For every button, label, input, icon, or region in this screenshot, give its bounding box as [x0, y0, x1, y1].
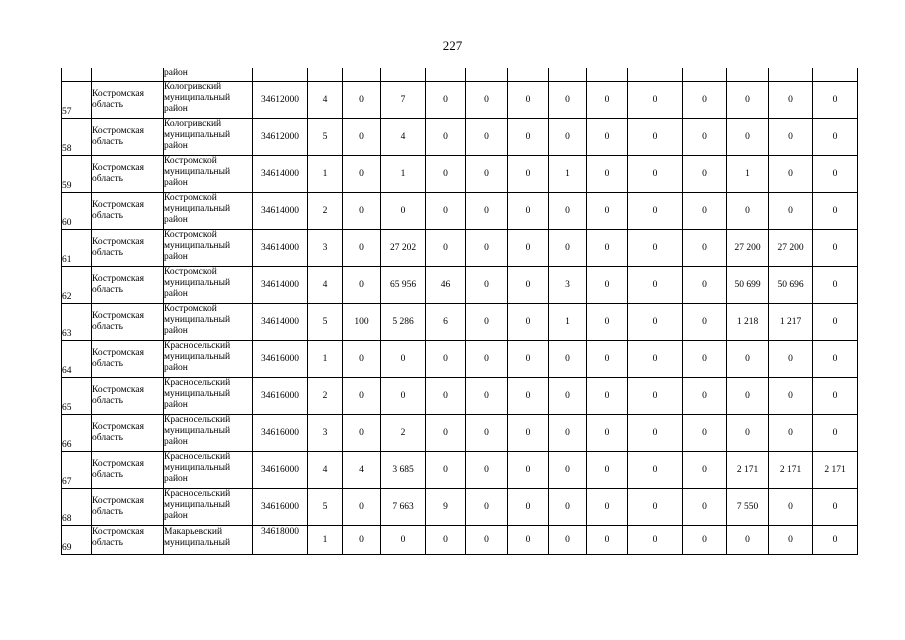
district-cell: Красносельский муниципальный район	[164, 415, 253, 452]
value-cell: 0	[381, 341, 426, 378]
value-cell: 0	[426, 119, 466, 156]
code-cell: 34616000	[253, 415, 308, 452]
value-cell: 0	[587, 304, 628, 341]
value-cell: 0	[587, 119, 628, 156]
code-cell: 34614000	[253, 193, 308, 230]
table-row	[62, 341, 858, 378]
value-cell: 0	[381, 526, 426, 555]
value-cell: 0	[549, 341, 587, 378]
value-cell: 0	[813, 378, 858, 415]
row-number-cell: 62	[62, 267, 92, 304]
code-cell: 34616000	[253, 452, 308, 489]
code-cell: 34614000	[253, 230, 308, 267]
value-cell: 0	[508, 526, 549, 555]
value-cell: 5	[308, 304, 343, 341]
value-cell: 1 218	[727, 304, 769, 341]
value-cell	[727, 68, 769, 82]
value-cell: 0	[683, 82, 727, 119]
region-cell: Костромская область	[92, 82, 164, 119]
code-cell: 34612000	[253, 119, 308, 156]
value-cell: 0	[628, 82, 683, 119]
value-cell: 0	[549, 193, 587, 230]
value-cell: 0	[683, 489, 727, 526]
region-cell: Костромская область	[92, 341, 164, 378]
value-cell: 0	[813, 193, 858, 230]
value-cell: 0	[343, 230, 381, 267]
row-number-cell: 60	[62, 193, 92, 230]
value-cell: 0	[813, 230, 858, 267]
value-cell: 5 286	[381, 304, 426, 341]
value-cell: 4	[308, 267, 343, 304]
value-cell: 0	[683, 341, 727, 378]
value-cell: 0	[683, 526, 727, 555]
value-cell: 0	[587, 193, 628, 230]
value-cell: 0	[769, 526, 813, 555]
value-cell: 0	[508, 304, 549, 341]
row-number-cell: 59	[62, 156, 92, 193]
value-cell: 0	[727, 415, 769, 452]
row-number-cell: 61	[62, 230, 92, 267]
table-row	[62, 156, 858, 193]
value-cell: 0	[549, 452, 587, 489]
value-cell: 0	[628, 341, 683, 378]
value-cell: 0	[769, 193, 813, 230]
region-cell: Костромская область	[92, 267, 164, 304]
value-cell: 50 696	[769, 267, 813, 304]
value-cell: 0	[508, 156, 549, 193]
value-cell: 0	[508, 230, 549, 267]
row-number-cell: 66	[62, 415, 92, 452]
value-cell: 1	[549, 156, 587, 193]
value-cell: 0	[549, 378, 587, 415]
value-cell: 0	[508, 267, 549, 304]
value-cell: 0	[628, 489, 683, 526]
value-cell: 0	[628, 193, 683, 230]
value-cell: 0	[813, 304, 858, 341]
value-cell: 0	[343, 193, 381, 230]
value-cell: 4	[381, 119, 426, 156]
value-cell: 0	[343, 378, 381, 415]
value-cell: 0	[769, 119, 813, 156]
value-cell: 0	[813, 526, 858, 555]
value-cell	[813, 68, 858, 82]
value-cell: 0	[813, 415, 858, 452]
value-cell	[683, 68, 727, 82]
value-cell: 0	[381, 193, 426, 230]
value-cell: 0	[549, 82, 587, 119]
value-cell: 0	[426, 378, 466, 415]
value-cell: 2 171	[813, 452, 858, 489]
value-cell: 0	[426, 156, 466, 193]
value-cell: 0	[549, 230, 587, 267]
value-cell: 7	[381, 82, 426, 119]
value-cell: 0	[628, 156, 683, 193]
value-cell: 7 663	[381, 489, 426, 526]
code-cell: 34616000	[253, 341, 308, 378]
value-cell: 0	[727, 378, 769, 415]
row-number-cell: 68	[62, 489, 92, 526]
value-cell: 3 685	[381, 452, 426, 489]
value-cell: 0	[549, 119, 587, 156]
value-cell: 1	[308, 526, 343, 555]
district-cell: Красносельский муниципальный район	[164, 452, 253, 489]
district-cell: Костромской муниципальный район	[164, 156, 253, 193]
value-cell: 0	[813, 82, 858, 119]
value-cell	[508, 68, 549, 82]
value-cell: 0	[343, 341, 381, 378]
value-cell: 0	[628, 267, 683, 304]
value-cell: 0	[587, 341, 628, 378]
value-cell: 0	[813, 341, 858, 378]
value-cell: 0	[683, 119, 727, 156]
value-cell: 0	[769, 341, 813, 378]
value-cell: 0	[587, 378, 628, 415]
region-cell: Костромская область	[92, 230, 164, 267]
region-cell: Костромская область	[92, 304, 164, 341]
value-cell: 4	[308, 82, 343, 119]
value-cell: 0	[769, 415, 813, 452]
value-cell: 2	[308, 193, 343, 230]
value-cell: 0	[813, 267, 858, 304]
value-cell: 0	[683, 193, 727, 230]
value-cell: 1 217	[769, 304, 813, 341]
value-cell: 0	[549, 526, 587, 555]
region-cell: Костромская область	[92, 378, 164, 415]
region-cell	[92, 68, 164, 82]
value-cell: 0	[508, 193, 549, 230]
value-cell: 0	[727, 526, 769, 555]
district-cell: Костромской муниципальный район	[164, 193, 253, 230]
value-cell: 2	[381, 415, 426, 452]
value-cell: 0	[426, 415, 466, 452]
value-cell	[628, 68, 683, 82]
value-cell: 5	[308, 489, 343, 526]
value-cell: 27 200	[727, 230, 769, 267]
value-cell: 0	[466, 193, 508, 230]
value-cell: 0	[628, 526, 683, 555]
code-cell: 34618000	[253, 526, 308, 555]
value-cell: 0	[769, 378, 813, 415]
table-row	[62, 378, 858, 415]
row-number-cell: 69	[62, 526, 92, 555]
table-row	[62, 230, 858, 267]
value-cell: 0	[769, 489, 813, 526]
value-cell	[343, 68, 381, 82]
value-cell: 0	[508, 378, 549, 415]
value-cell	[466, 68, 508, 82]
table-row	[62, 489, 858, 526]
row-number-cell: 65	[62, 378, 92, 415]
value-cell: 0	[587, 415, 628, 452]
value-cell: 2 171	[769, 452, 813, 489]
district-cell: район	[164, 68, 253, 82]
value-cell: 50 699	[727, 267, 769, 304]
value-cell: 0	[343, 489, 381, 526]
code-cell: 34614000	[253, 156, 308, 193]
value-cell	[308, 68, 343, 82]
value-cell: 0	[683, 452, 727, 489]
row-number-cell: 63	[62, 304, 92, 341]
value-cell: 4	[308, 452, 343, 489]
value-cell: 100	[343, 304, 381, 341]
value-cell: 0	[466, 415, 508, 452]
district-cell: Красносельский муниципальный район	[164, 489, 253, 526]
code-cell: 34614000	[253, 304, 308, 341]
value-cell: 3	[308, 415, 343, 452]
value-cell: 0	[587, 156, 628, 193]
value-cell: 0	[683, 415, 727, 452]
value-cell: 0	[466, 489, 508, 526]
value-cell: 0	[727, 193, 769, 230]
value-cell: 0	[466, 119, 508, 156]
district-cell: Кологривский муниципальный район	[164, 119, 253, 156]
value-cell: 0	[508, 82, 549, 119]
value-cell: 0	[426, 341, 466, 378]
table-row	[62, 452, 858, 489]
code-cell: 34616000	[253, 378, 308, 415]
data-table	[61, 68, 858, 555]
code-cell	[253, 68, 308, 82]
value-cell: 0	[683, 267, 727, 304]
value-cell: 0	[508, 415, 549, 452]
value-cell: 9	[426, 489, 466, 526]
value-cell: 0	[683, 304, 727, 341]
value-cell: 0	[466, 82, 508, 119]
region-cell: Костромская область	[92, 526, 164, 555]
value-cell: 0	[343, 156, 381, 193]
value-cell: 1	[549, 304, 587, 341]
value-cell: 0	[508, 489, 549, 526]
value-cell: 0	[466, 156, 508, 193]
table-row	[62, 267, 858, 304]
row-number-cell	[62, 68, 92, 82]
value-cell: 0	[466, 304, 508, 341]
value-cell: 0	[343, 526, 381, 555]
table-row	[62, 526, 858, 555]
value-cell: 0	[587, 489, 628, 526]
value-cell	[769, 68, 813, 82]
row-number-cell: 67	[62, 452, 92, 489]
value-cell: 0	[343, 415, 381, 452]
value-cell	[549, 68, 587, 82]
value-cell	[381, 68, 426, 82]
value-cell: 0	[628, 304, 683, 341]
row-number-cell: 64	[62, 341, 92, 378]
value-cell: 0	[426, 452, 466, 489]
value-cell: 0	[549, 415, 587, 452]
value-cell: 27 200	[769, 230, 813, 267]
value-cell: 2	[308, 378, 343, 415]
code-cell: 34612000	[253, 82, 308, 119]
code-cell: 34614000	[253, 267, 308, 304]
value-cell: 0	[727, 82, 769, 119]
value-cell: 2 171	[727, 452, 769, 489]
value-cell: 0	[426, 526, 466, 555]
region-cell: Костромская область	[92, 119, 164, 156]
value-cell: 0	[813, 119, 858, 156]
table-row	[62, 415, 858, 452]
value-cell: 0	[508, 119, 549, 156]
code-cell: 34616000	[253, 489, 308, 526]
value-cell: 0	[466, 378, 508, 415]
table-row	[62, 119, 858, 156]
value-cell: 0	[628, 119, 683, 156]
value-cell	[587, 68, 628, 82]
value-cell: 0	[727, 341, 769, 378]
value-cell: 7 550	[727, 489, 769, 526]
district-cell: Красносельский муниципальный район	[164, 378, 253, 415]
value-cell: 1	[308, 341, 343, 378]
value-cell: 3	[308, 230, 343, 267]
value-cell: 1	[308, 156, 343, 193]
value-cell: 0	[727, 119, 769, 156]
value-cell: 5	[308, 119, 343, 156]
value-cell: 0	[769, 156, 813, 193]
value-cell: 0	[426, 82, 466, 119]
value-cell: 0	[466, 267, 508, 304]
district-cell: Костромской муниципальный район	[164, 230, 253, 267]
value-cell: 3	[549, 267, 587, 304]
value-cell: 0	[381, 378, 426, 415]
value-cell: 46	[426, 267, 466, 304]
table-row	[62, 82, 858, 119]
value-cell: 0	[683, 230, 727, 267]
value-cell: 0	[769, 82, 813, 119]
value-cell: 0	[508, 341, 549, 378]
value-cell: 0	[587, 452, 628, 489]
value-cell: 0	[587, 230, 628, 267]
district-cell: Макарьевский муниципальный	[164, 526, 253, 555]
value-cell: 0	[426, 193, 466, 230]
value-cell: 6	[426, 304, 466, 341]
value-cell: 1	[381, 156, 426, 193]
value-cell: 0	[508, 452, 549, 489]
value-cell: 0	[426, 230, 466, 267]
value-cell: 0	[813, 156, 858, 193]
row-number-cell: 57	[62, 82, 92, 119]
region-cell: Костромская область	[92, 193, 164, 230]
value-cell: 0	[343, 119, 381, 156]
value-cell: 0	[466, 341, 508, 378]
region-cell: Костромская область	[92, 452, 164, 489]
value-cell: 0	[587, 267, 628, 304]
region-cell: Костромская область	[92, 489, 164, 526]
value-cell: 0	[683, 378, 727, 415]
district-cell: Красносельский муниципальный район	[164, 341, 253, 378]
value-cell: 0	[813, 489, 858, 526]
row-number-cell: 58	[62, 119, 92, 156]
page-number: 227	[442, 38, 463, 53]
value-cell: 0	[466, 452, 508, 489]
value-cell: 0	[628, 452, 683, 489]
value-cell: 0	[587, 82, 628, 119]
region-cell: Костромская область	[92, 415, 164, 452]
value-cell: 0	[628, 230, 683, 267]
value-cell: 65 956	[381, 267, 426, 304]
value-cell: 0	[587, 526, 628, 555]
value-cell: 0	[343, 82, 381, 119]
value-cell: 27 202	[381, 230, 426, 267]
district-cell: Кологривский муниципальный район	[164, 82, 253, 119]
value-cell	[426, 68, 466, 82]
value-cell: 0	[466, 230, 508, 267]
value-cell: 4	[343, 452, 381, 489]
district-cell: Костромской муниципальный район	[164, 267, 253, 304]
region-cell: Костромская область	[92, 156, 164, 193]
table-row	[62, 304, 858, 341]
value-cell: 0	[628, 415, 683, 452]
value-cell: 0	[683, 156, 727, 193]
value-cell: 0	[628, 378, 683, 415]
table-row	[62, 68, 858, 82]
value-cell: 0	[549, 489, 587, 526]
value-cell: 1	[727, 156, 769, 193]
value-cell: 0	[466, 526, 508, 555]
district-cell: Костромской муниципальный район	[164, 304, 253, 341]
table-row	[62, 193, 858, 230]
value-cell: 0	[343, 267, 381, 304]
